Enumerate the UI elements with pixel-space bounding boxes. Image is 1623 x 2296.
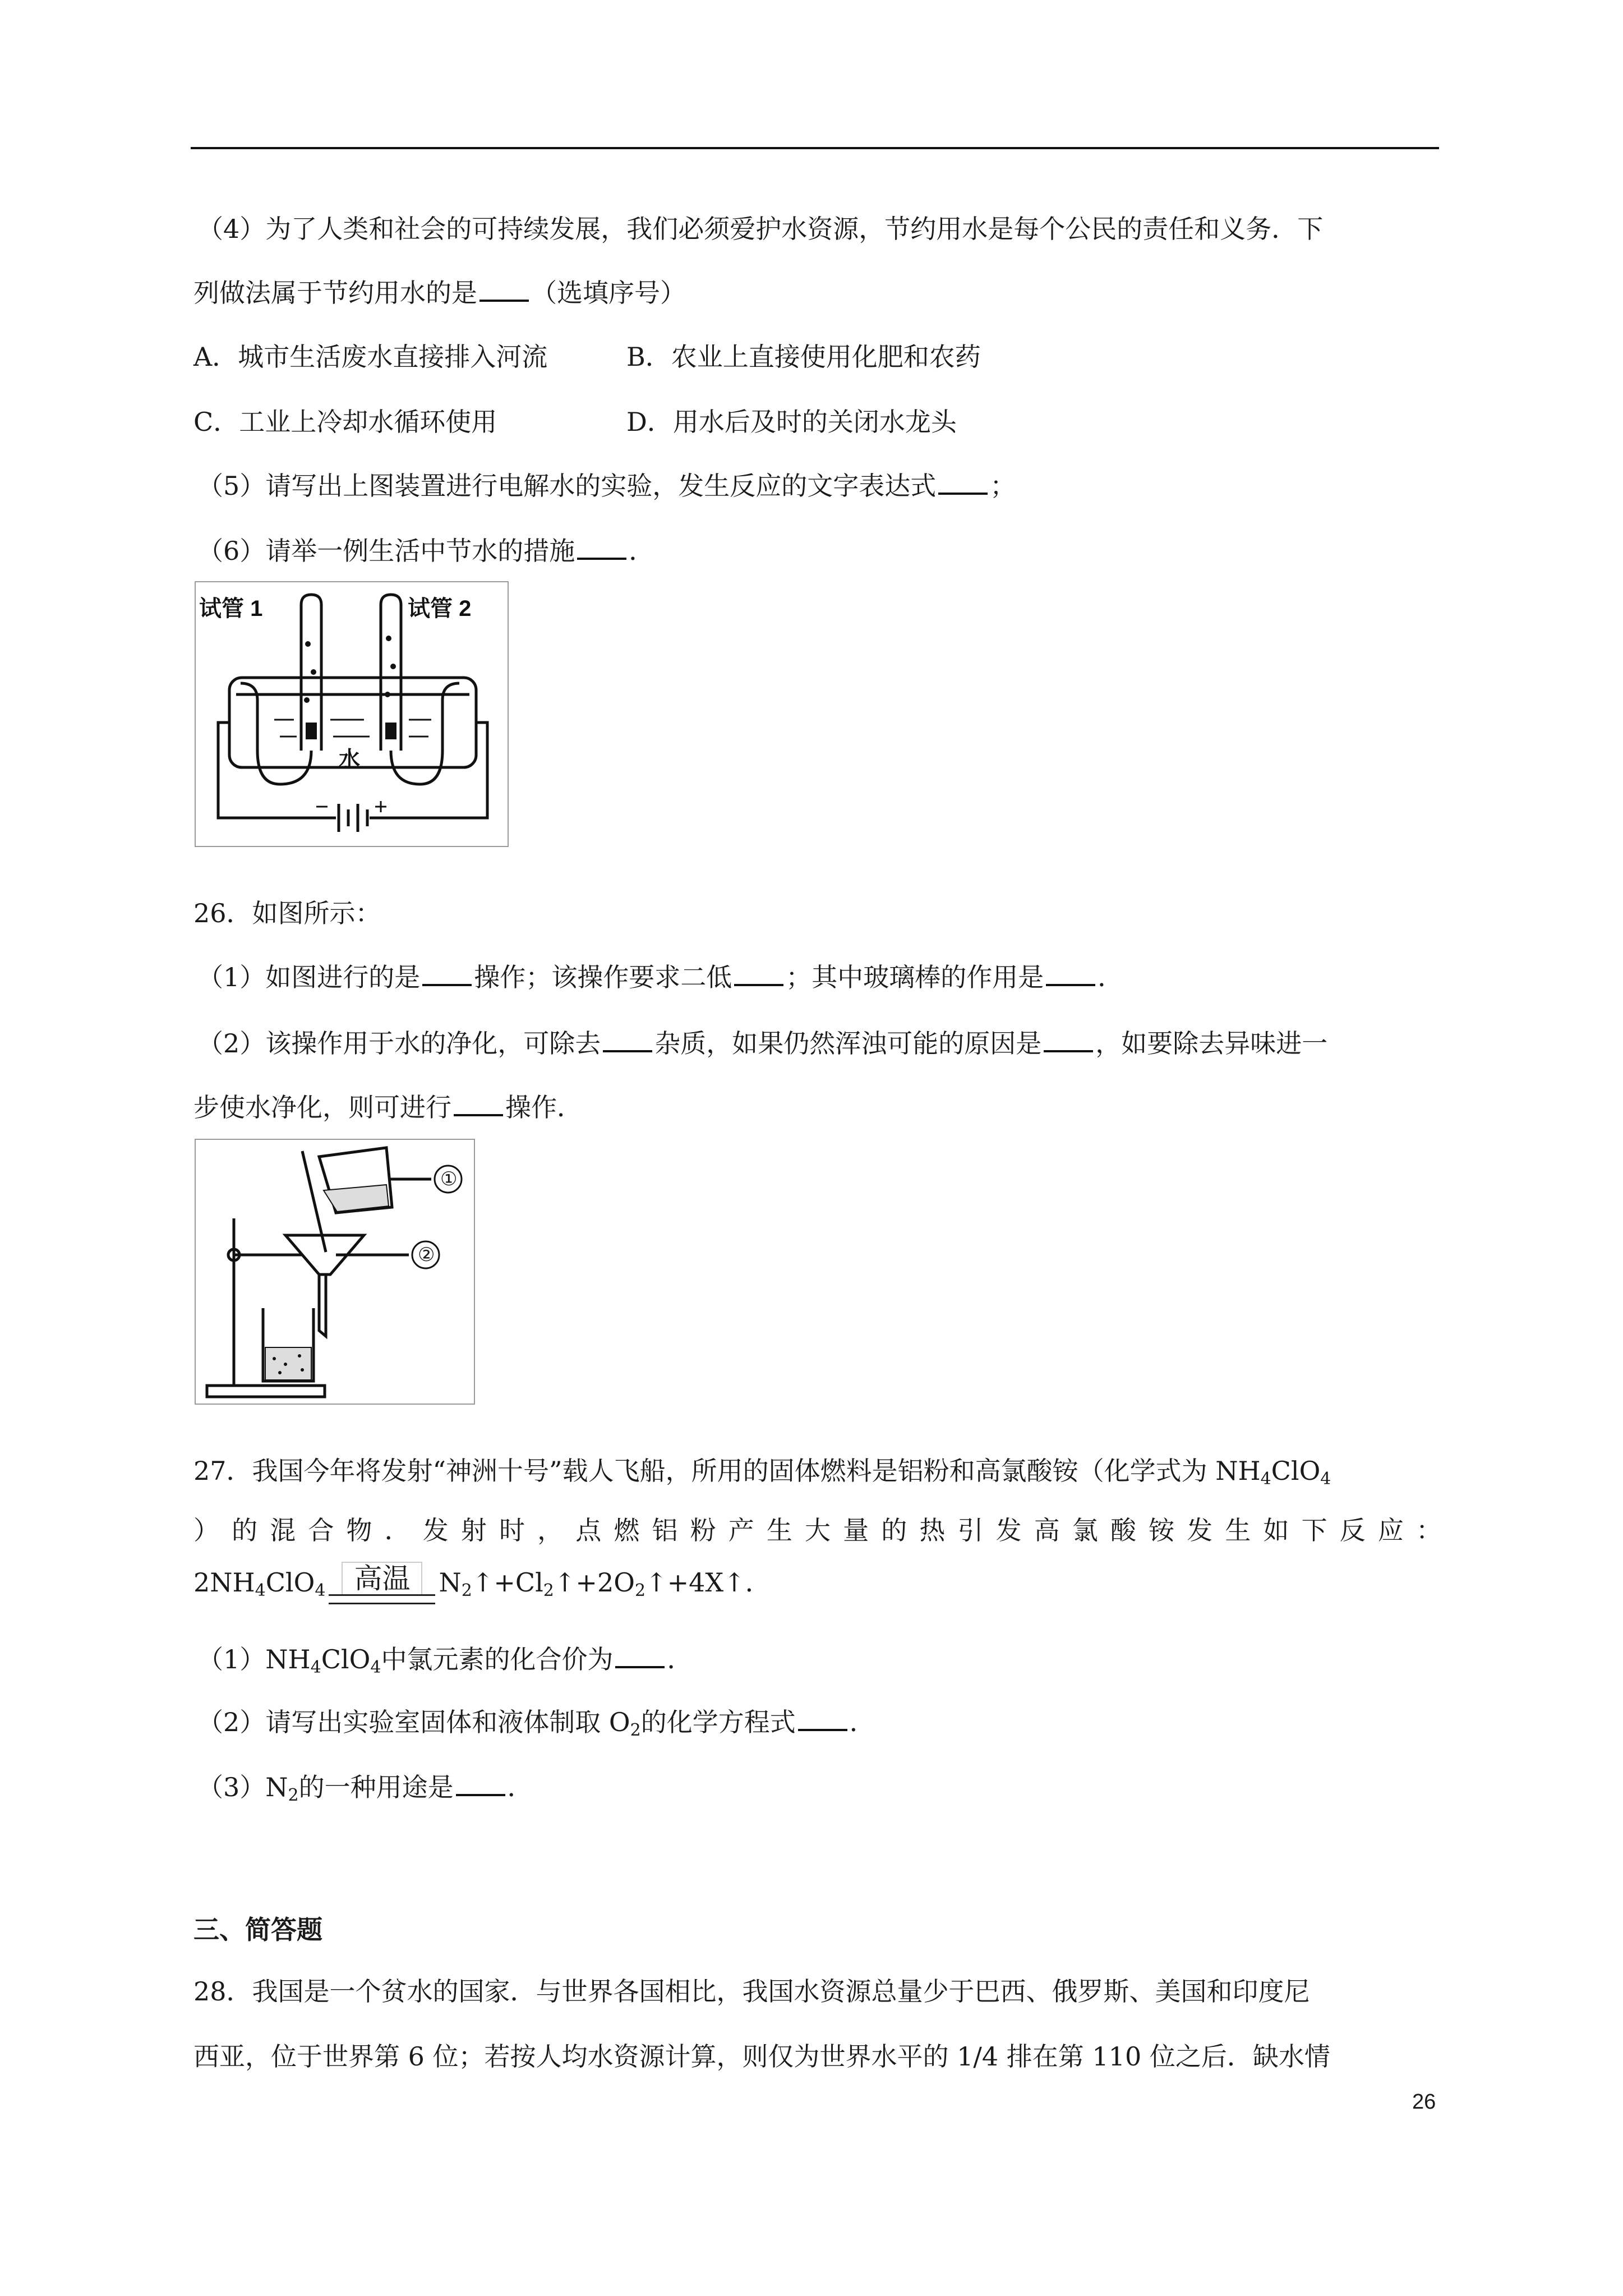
justified-char: 铝	[652, 1515, 678, 1545]
water-label: 水	[339, 748, 361, 771]
electrolysis-figure	[195, 581, 509, 847]
justified-char: ．	[384, 1515, 411, 1545]
eq-products: $N_2↑+Cl_2↑+2O_2↑+4X↑$．	[439, 1567, 771, 1600]
justified-char: 物	[346, 1515, 372, 1545]
justified-char: ：	[1416, 1515, 1442, 1545]
q27-line2	[193, 1513, 1442, 1547]
answer-blank	[454, 1091, 503, 1116]
justified-char: 发	[995, 1515, 1022, 1545]
justified-char: 反	[1339, 1515, 1366, 1545]
q27-p3: $(3)N_2$的一种用途是 ．	[197, 1770, 533, 1812]
q25-option-c: C．工业上冷却水循环使用	[193, 407, 497, 437]
justified-char: 应	[1377, 1515, 1404, 1545]
justified-char: 射	[460, 1515, 487, 1545]
justified-char: 氯	[1072, 1515, 1098, 1545]
justified-char: 高	[1034, 1515, 1060, 1545]
q27-equation	[193, 1565, 771, 1608]
answer-blank	[938, 469, 988, 495]
justified-char: 发	[422, 1515, 449, 1545]
justified-char: 引	[957, 1515, 984, 1545]
q25-p6: （6）请举一例生活中节水的措施 ．	[197, 534, 654, 568]
answer-blank	[577, 534, 626, 560]
justified-char: 时	[499, 1515, 525, 1545]
eq-reactant: $2NH_4ClO_4$	[193, 1567, 326, 1600]
q27-line1: 27．我国今年将发射“神洲十号”载人飞船，所用的固体燃料是铝粉和高氯酸铵（化学式为 $NH_4ClO_4$	[193, 1456, 1331, 1489]
justified-char: 的	[232, 1515, 258, 1545]
figure-label-2: ②	[418, 1244, 435, 1266]
justified-char: 热	[919, 1515, 946, 1545]
figure-label-1: ①	[440, 1168, 458, 1190]
justified-char: 产	[728, 1515, 754, 1545]
header-rule	[191, 147, 1439, 149]
answer-blank	[456, 1770, 505, 1796]
answer-blank	[479, 276, 529, 302]
q25-option-b: B．农业上直接使用化肥和农药	[626, 342, 981, 372]
justified-char: ，	[537, 1515, 564, 1545]
answer-blank	[603, 1027, 652, 1052]
justified-char: 生	[1225, 1515, 1251, 1545]
justified-char: 铵	[1149, 1515, 1175, 1545]
tube2-label: 试管 2	[408, 596, 472, 621]
justified-char: 点	[575, 1515, 602, 1545]
justified-char: 生	[766, 1515, 792, 1545]
q26-p2-line2: 步使水净化，则可进行 操作．	[193, 1091, 583, 1124]
q25-p4-line2: 列做法属于节约用水的是 （选填序号）	[193, 276, 686, 310]
q27-p1: $(1)NH_4ClO_4$中氯元素的化合价为 ．	[197, 1642, 693, 1685]
answer-blank	[734, 960, 783, 986]
q25-option-a: A．城市生活废水直接排入河流	[193, 342, 548, 372]
justified-char: 燃	[614, 1515, 640, 1545]
page-number: 26	[1412, 2090, 1436, 2114]
justified-char: 合	[308, 1515, 334, 1545]
answer-blank	[1046, 960, 1095, 986]
q28-line2: 西亚，位于世界第 6 位；若按人均水资源计算，则仅为世界水平的 1/4 排在第 110 位之后．缺水情	[193, 2041, 1330, 2072]
q25-p5: （5）请写出上图装置进行电解水的实验，发生反应的文字表达式 ；	[197, 469, 1016, 503]
filtration-figure	[195, 1139, 475, 1405]
justified-char: 的	[881, 1515, 907, 1545]
justified-char: 量	[843, 1515, 869, 1545]
answer-blank	[1044, 1027, 1093, 1052]
section-heading: 三、简答题	[193, 1915, 322, 1945]
answer-blank	[615, 1642, 665, 1668]
justified-char: ）	[193, 1515, 219, 1545]
justified-char: 如	[1263, 1515, 1289, 1545]
justified-char: 下	[1301, 1515, 1327, 1545]
q28-line1: 28．我国是一个贫水的国家．与世界各国相比，我国水资源总量少于巴西、俄罗斯、美国和印度尼	[193, 1976, 1310, 2007]
q27-p2: （2）请写出实验室固体和液体制取 $O_2$的化学方程式 ．	[197, 1705, 875, 1747]
q26-p2: （2）该操作用于水的净化，可除去 杂质，如果仍然浑浊可能的原因是 ，如要除去异味进一	[197, 1027, 1327, 1060]
justified-char: 粉	[690, 1515, 716, 1545]
justified-char: 发	[1187, 1515, 1213, 1545]
justified-char: 酸	[1110, 1515, 1136, 1545]
answer-blank	[422, 960, 472, 986]
q25-option-d: D．用水后及时的关闭水龙头	[626, 407, 957, 437]
q25-p4-line1: （4）为了人类和社会的可持续发展，我们必须爱护水资源，节约用水是每个公民的责任和义务．下	[197, 214, 1324, 244]
answer-blank	[798, 1705, 847, 1731]
q26-p1: （1）如图进行的是 操作；该操作要求二低 ；其中玻璃棒的作用是 ．	[197, 960, 1123, 994]
justified-char: 大	[805, 1515, 831, 1545]
q26-title: 26．如图所示：	[193, 898, 381, 928]
justified-char: 混	[270, 1515, 296, 1545]
tube1-label: 试管 1	[199, 596, 263, 621]
eq-condition: 高温	[329, 1562, 435, 1604]
